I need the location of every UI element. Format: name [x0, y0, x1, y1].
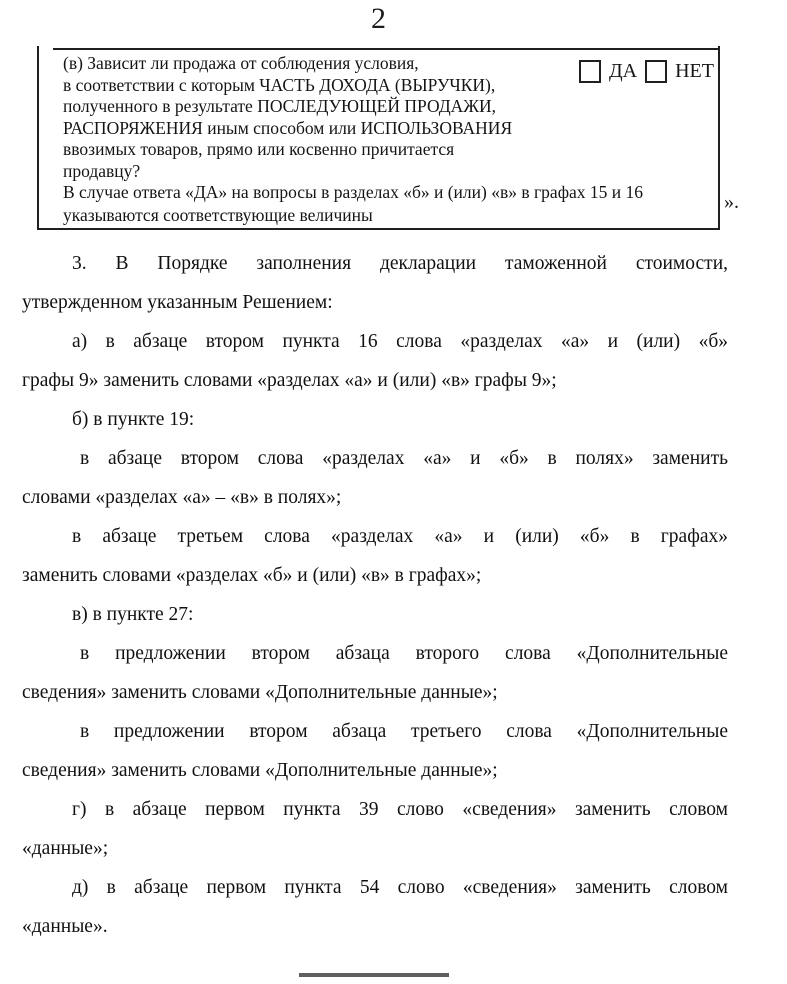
body-line: утвержденном указанным Решением:	[22, 292, 333, 313]
form-question	[63, 53, 583, 183]
no-checkbox[interactable]	[645, 60, 667, 83]
quoted-form-box	[37, 46, 720, 230]
body-line: 3. В Порядке заполнения декларации таможенной стоимости,	[72, 253, 728, 274]
form-note-line: В случае ответа «ДА» на вопросы в разделах «б» и (или) «в» в графах 15 и 16	[63, 182, 644, 202]
body-line: сведения» заменить словами «Дополнительные данные»;	[22, 760, 498, 781]
body-line: «данные».	[22, 916, 108, 937]
form-note-line: указываются соответствующие величины	[63, 205, 373, 225]
body-line: «данные»;	[22, 838, 109, 859]
body-line: графы 9» заменить словами «разделах «а» и (или) «в» графы 9»;	[22, 370, 557, 391]
body-line: д) в абзаце первом пункта 54 слово «сведения» заменить словом	[72, 877, 728, 898]
body-line: б) в пункте 19:	[72, 409, 195, 430]
body-text	[22, 244, 728, 946]
body-line: заменить словами «разделах «б» и (или) «в» в графах»;	[22, 565, 482, 586]
body-line: сведения» заменить словами «Дополнительные данные»;	[22, 682, 498, 703]
body-line: в абзаце третьем слова «разделах «а» и (или) «б» в графах»	[72, 526, 728, 547]
answer-checkbox-group	[579, 60, 714, 83]
form-question-line: продавцу?	[63, 160, 141, 181]
yes-checkbox-label: ДА	[609, 60, 638, 82]
form-question-line: полученного в результате ПОСЛЕДУЮЩЕЙ ПРОДАЖИ,	[63, 96, 496, 117]
form-question-line: (в) Зависит ли продажа от соблюдения условия,	[63, 53, 419, 73]
yes-checkbox[interactable]	[579, 60, 601, 83]
form-question-line: в соответствии с которым ЧАСТЬ ДОХОДА (ВЫРУЧКИ),	[63, 74, 496, 95]
body-line: в предложении втором абзаца третьего слова «Дополнительные	[80, 721, 728, 742]
no-checkbox-label: НЕТ	[675, 60, 714, 82]
closing-quote-mark: ».	[724, 191, 739, 213]
form-box-top-border	[53, 48, 718, 50]
body-line: в) в пункте 27:	[72, 604, 194, 625]
page-number: 2	[371, 2, 386, 35]
form-question-line: ввозимых товаров, прямо или косвенно причитается	[63, 139, 455, 160]
body-line: в абзаце втором слова «разделах «а» и «б» в полях» заменить	[80, 448, 728, 469]
body-line: а) в абзаце втором пункта 16 слова «разделах «а» и (или) «б»	[72, 331, 728, 352]
body-line: г) в абзаце первом пункта 39 слово «сведения» заменить словом	[72, 799, 728, 820]
body-line: словами «разделах «а» – «в» в полях»;	[22, 487, 342, 508]
end-of-text-divider	[299, 973, 449, 977]
form-question-line: РАСПОРЯЖЕНИЯ иным способом или ИСПОЛЬЗОВАНИЯ	[63, 117, 513, 138]
form-note	[63, 181, 713, 227]
body-line: в предложении втором абзаца второго слова «Дополнительные	[80, 643, 728, 664]
